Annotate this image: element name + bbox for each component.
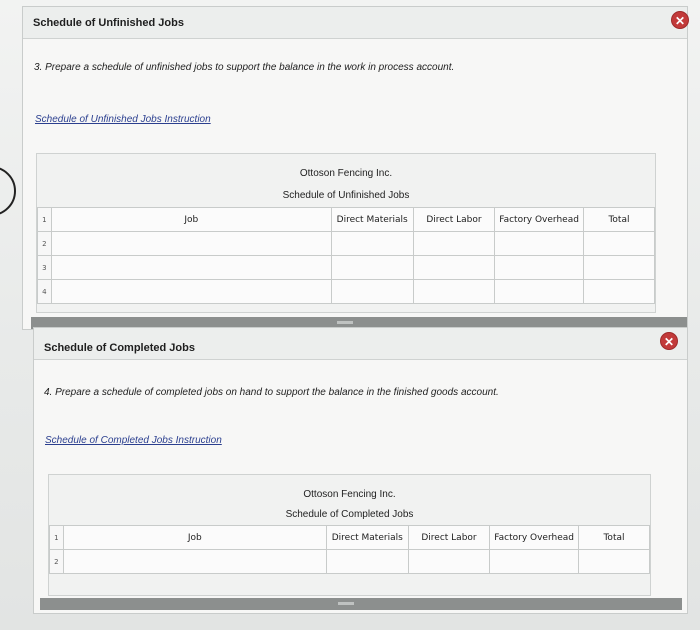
scrollbar-thumb[interactable] xyxy=(338,602,354,605)
factory-overhead-input[interactable] xyxy=(495,256,584,280)
factory-overhead-input[interactable] xyxy=(495,280,584,304)
row-number: 2 xyxy=(38,232,52,256)
completed-jobs-table xyxy=(49,525,650,574)
row-number: 1 xyxy=(50,526,64,550)
table-header-row xyxy=(50,526,650,550)
column-header-job: Job xyxy=(51,208,331,232)
table-row xyxy=(38,232,655,256)
direct-materials-input[interactable] xyxy=(326,550,408,574)
direct-materials-input[interactable] xyxy=(331,256,413,280)
row-number: 2 xyxy=(50,550,64,574)
completed-instruction-link[interactable]: Schedule of Completed Jobs Instruction xyxy=(45,435,222,446)
completed-schedule-title: Schedule of Completed Jobs xyxy=(285,509,414,520)
row-number: 3 xyxy=(38,256,52,280)
column-header-direct-materials: Direct Materials xyxy=(326,526,408,550)
table-header-row xyxy=(38,208,655,232)
column-header-direct-labor: Direct Labor xyxy=(413,208,495,232)
table-row xyxy=(38,256,655,280)
column-header-direct-labor: Direct Labor xyxy=(408,526,490,550)
job-input[interactable] xyxy=(51,280,331,304)
total-input[interactable] xyxy=(583,280,654,304)
total-input[interactable] xyxy=(583,232,654,256)
total-input[interactable] xyxy=(578,550,649,574)
table-row xyxy=(38,280,655,304)
unfinished-instructions: 3. Prepare a schedule of unfinished jobs to support the balance in the work in process account. xyxy=(34,62,455,73)
unfinished-schedule xyxy=(36,153,656,313)
column-header-total: Total xyxy=(583,208,654,232)
row-number: 1 xyxy=(38,208,52,232)
completed-company-name: Ottoson Fencing Inc. xyxy=(303,489,396,500)
close-icon[interactable]: ✕ xyxy=(671,11,689,29)
job-input[interactable] xyxy=(51,256,331,280)
unfinished-schedule-title: Schedule of Unfinished Jobs xyxy=(282,190,410,201)
column-header-total: Total xyxy=(578,526,649,550)
direct-labor-input[interactable] xyxy=(413,280,495,304)
job-input[interactable] xyxy=(63,550,326,574)
unfinished-company-name: Ottoson Fencing Inc. xyxy=(299,168,393,179)
unfinished-jobs-panel xyxy=(22,6,688,330)
factory-overhead-input[interactable] xyxy=(495,232,584,256)
completed-instructions: 4. Prepare a schedule of completed jobs on hand to support the balance in the finished goods account. xyxy=(44,387,499,398)
row-number: 4 xyxy=(38,280,52,304)
completed-jobs-panel xyxy=(33,327,688,614)
column-header-job: Job xyxy=(63,526,326,550)
column-header-factory-overhead: Factory Overhead xyxy=(490,526,579,550)
horizontal-scrollbar[interactable] xyxy=(40,598,682,610)
direct-materials-input[interactable] xyxy=(331,232,413,256)
close-icon[interactable]: ✕ xyxy=(660,332,678,350)
direct-labor-input[interactable] xyxy=(413,232,495,256)
completed-panel-header xyxy=(34,328,687,360)
unfinished-panel-header xyxy=(23,7,687,39)
direct-labor-input[interactable] xyxy=(408,550,490,574)
column-header-factory-overhead: Factory Overhead xyxy=(495,208,584,232)
table-row xyxy=(50,550,650,574)
completed-schedule xyxy=(48,474,651,596)
direct-labor-input[interactable] xyxy=(413,256,495,280)
job-input[interactable] xyxy=(51,232,331,256)
direct-materials-input[interactable] xyxy=(331,280,413,304)
factory-overhead-input[interactable] xyxy=(490,550,579,574)
completed-panel-title: Schedule of Completed Jobs xyxy=(44,342,195,354)
unfinished-jobs-table xyxy=(37,207,655,304)
unfinished-panel-title: Schedule of Unfinished Jobs xyxy=(33,17,184,29)
scrollbar-thumb[interactable] xyxy=(337,321,353,324)
column-header-direct-materials: Direct Materials xyxy=(331,208,413,232)
unfinished-instruction-link[interactable]: Schedule of Unfinished Jobs Instruction xyxy=(35,114,211,125)
total-input[interactable] xyxy=(583,256,654,280)
